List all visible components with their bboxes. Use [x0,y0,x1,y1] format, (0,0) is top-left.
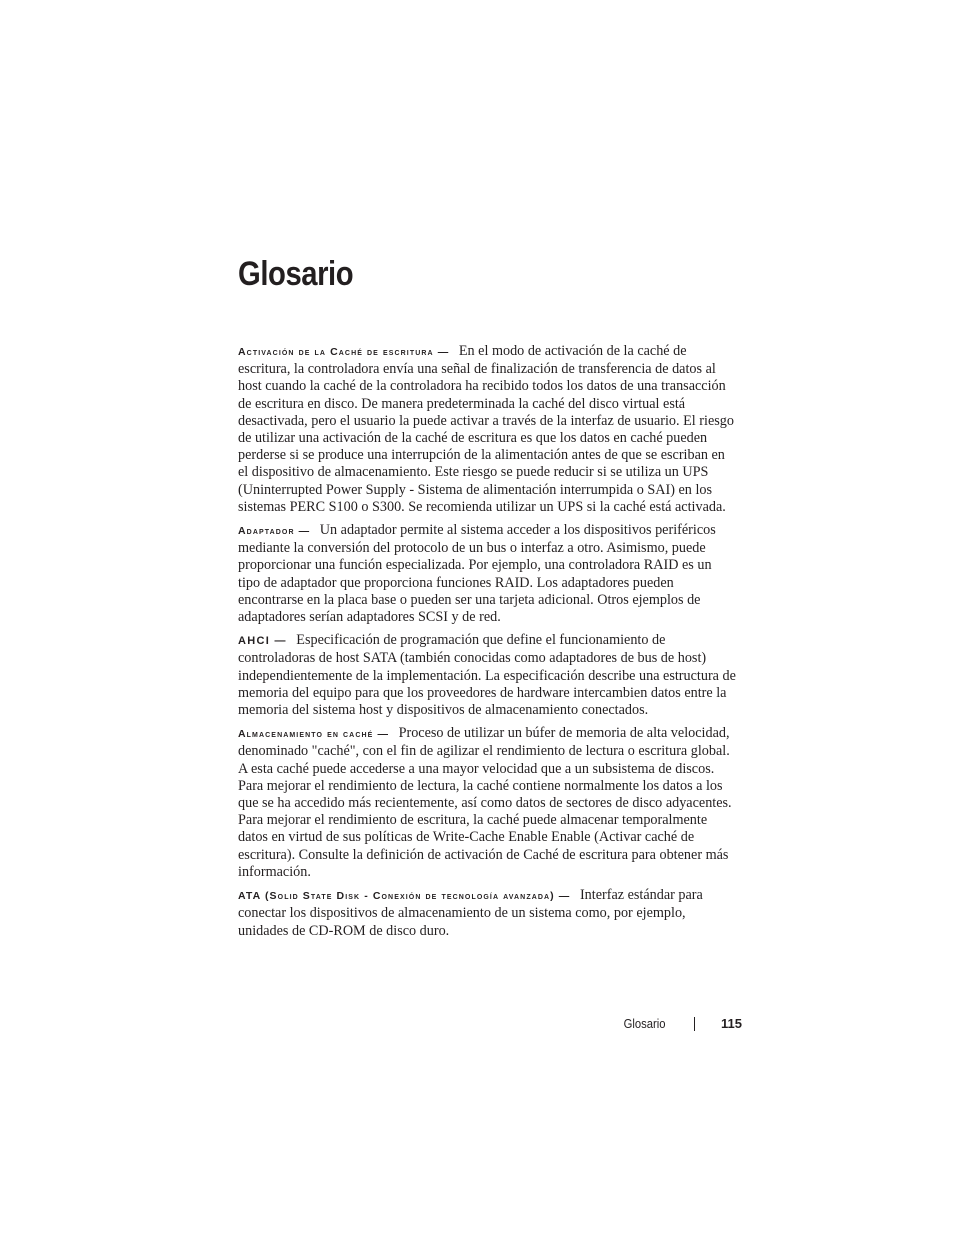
page-title: Glosario [238,255,354,293]
glossary-definition: Interfaz estándar para conectar los dispositivos de almacenamiento de un sistema como, por ejemplo, unidades de CD-ROM de disco duro. [238,887,703,939]
footer-divider [694,1017,695,1031]
glossary-definition: Proceso de utilizar un búfer de memoria de alta velocidad, denominado "caché", con el fin de agilizar el rendimiento de lectura o escritura global. A esta caché puede accederse a una mayor velocidad que a un subsistema de discos. Para mejorar el rendimiento de lectura, la caché contiene normalmente los datos a los que se ha accedido más recientemente, así como datos de sectores de disco adyacentes. Para mejorar el rendimiento de escritura, la caché puede almacenar temporalmente datos en virtud de sus políticas de Write-Cache Enable Enable (Activar caché de escritura). Consulte la definición de activación de Caché de escritura para obtener más información. [238,725,732,880]
glossary-definition: Un adaptador permite al sistema acceder a los dispositivos periféricos mediante la conversión del protocolo de un bus o interfaz a otro. Asimismo, puede proporcionar una función especializada. Por ejemplo, una controladora RAID es un tipo de adaptador que proporciona funciones RAID. Los adaptadores pueden encontrarse en la placa base o pueden ser una tarjeta adicional. Otros ejemplos de adaptadores serían adaptadores SCSI y de red. [238,522,716,626]
glossary-term: ATA (Solid State Disk - Conexión de tecnología avanzada) — [238,890,571,903]
glossary-entry-adapter [238,522,736,626]
glossary-term: Almacenamiento en caché — [238,728,390,741]
glossary-entry-ata [238,887,736,940]
glossary-entry-caching [238,725,736,881]
glossary-entry-write-cache [238,343,736,516]
glossary-list [238,343,736,946]
page-footer [560,1014,742,1034]
glossary-term: AHCI — [238,635,287,648]
glossary-term: Activación de la Caché de escritura — [238,346,450,358]
glossary-definition: En el modo de activación de la caché de escritura, la controladora envía una señal de finalización de transferencia de datos al host cuando la caché de la controladora ha recibido todos los datos de una transacción de escritura en disco. De manera predeterminada la caché del disco virtual está desactivada, pero el usuario la puede activar a través de la interfaz de usuario. El riesgo de utilizar una activación de la caché de escritura es que los datos en caché pueden perderse si se produce una interrupción de la alimentación antes de que se escriban en el dispositivo de almacenamiento. Este riesgo se puede reducir si se utiliza un UPS (Uninterrupted Power Supply - Sistema de alimentación interrumpida o SAI) en los sistemas PERC S100 o S300. Se recomienda utilizar un UPS si la caché está activada. [238,343,734,515]
page-number: 115 [721,1016,742,1031]
glossary-definition: Especificación de programación que define el funcionamiento de controladoras de host SATA (también conocidas como adaptadores de bus de host) independientemente de la implementación. La especificación describe una estructura de memoria del equipo para que los proveedores de hardware intercambien datos entre la memoria del sistema host y dispositivos de almacenamiento conectados. [238,632,736,719]
glossary-term: Adaptador — [238,525,311,538]
footer-section-label: Glosario [624,1017,666,1031]
glossary-entry-ahci [238,632,736,719]
